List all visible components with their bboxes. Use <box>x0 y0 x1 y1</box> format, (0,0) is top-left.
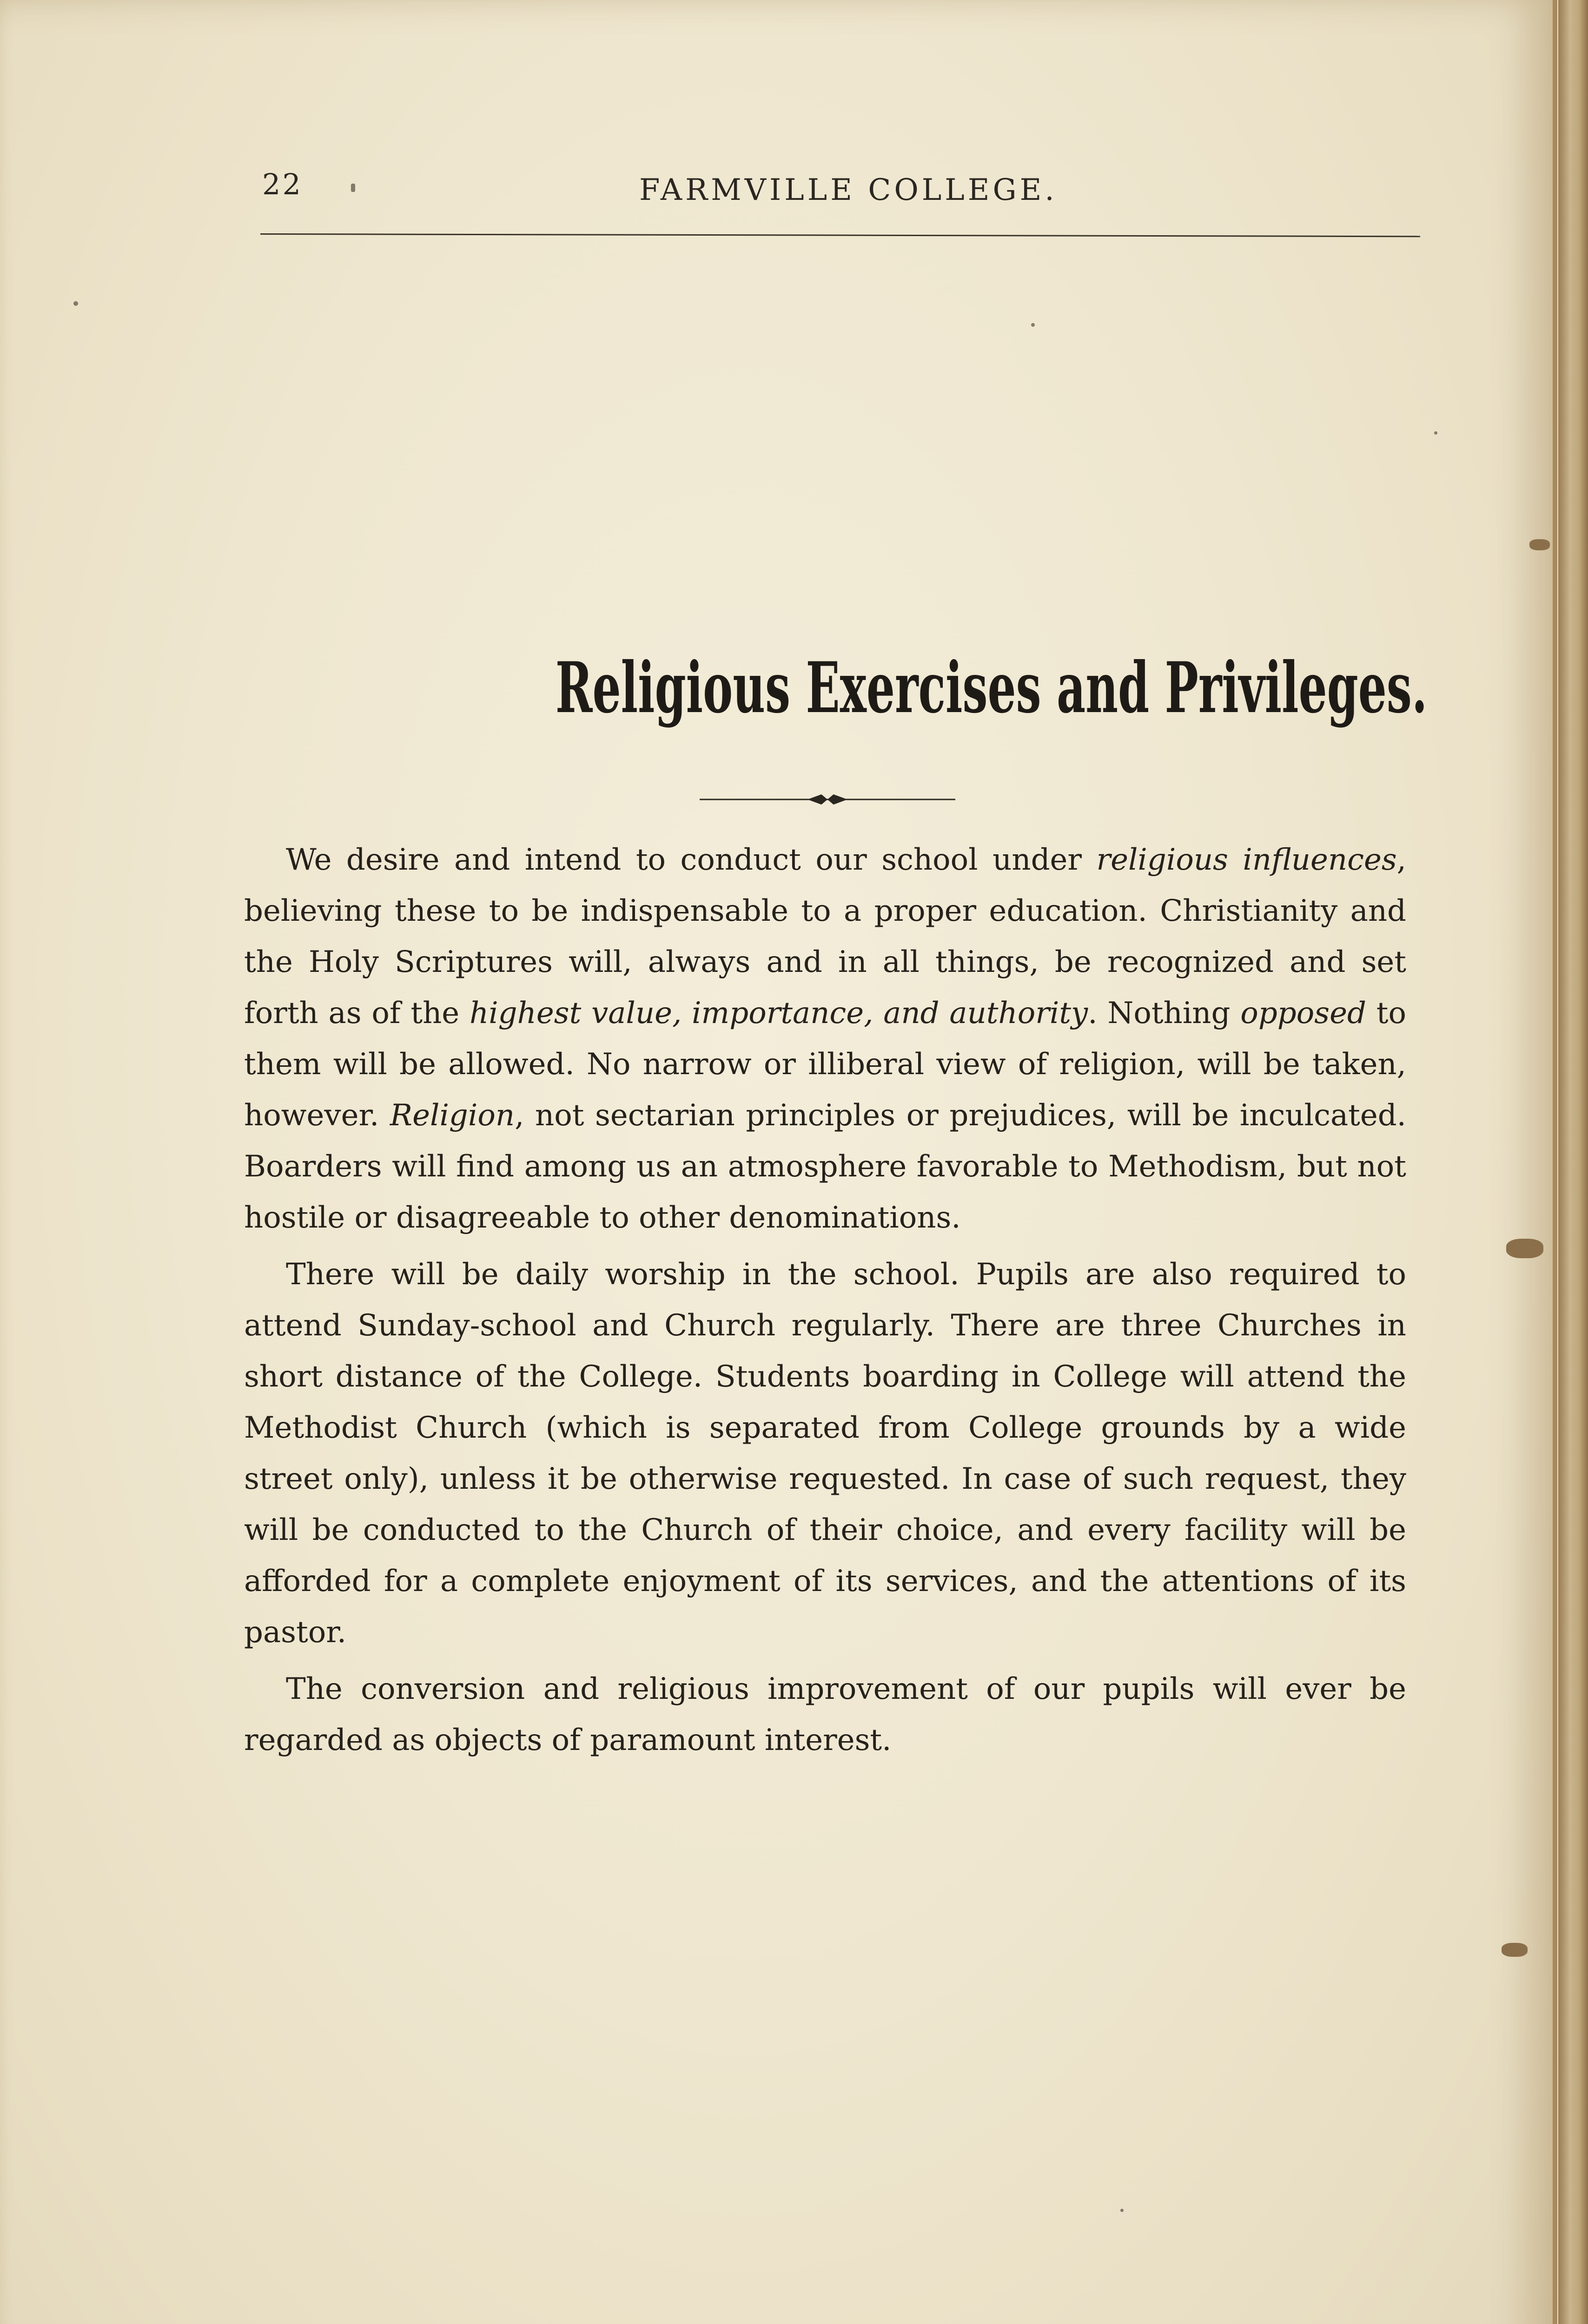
page-number: 22 <box>262 167 303 201</box>
paragraph-1-text: , not sectarian principles or prejudices, will be inculcated. Boarders will find among us an atmosphere favorable to Methodism, but not hostile or disagreeable to other denominations. <box>244 1098 1407 1235</box>
paragraph-1-emphasis: opposed <box>1240 996 1366 1030</box>
paper-speck <box>73 301 78 306</box>
paper-speck <box>351 184 355 192</box>
edge-tear <box>1529 539 1550 550</box>
header-rule <box>260 233 1420 237</box>
edge-tear <box>1506 1239 1543 1258</box>
ornament-divider <box>700 790 955 809</box>
paragraph-religious-influences <box>244 834 1406 1243</box>
paragraph-1-text: , believing these to be indispensable to a proper education. Christianity and the Holy Scriptures will, always and in all things, be recognized and set forth as of the <box>244 843 1406 1030</box>
edge-tear <box>1502 1943 1528 1957</box>
paragraph-1-text: . Nothing <box>1088 996 1241 1030</box>
paragraph-conversion: The conversion and religious improvement of our pupils will ever be regarded as objects of paramount interest. <box>244 1672 1406 1757</box>
paragraph-1-text: to them will be allowed. No narrow or illiberal view of religion, will be taken, however. <box>244 996 1407 1133</box>
paragraph-daily-worship: There will be daily worship in the school. Pupils are also required to attend Sunday-school and Church regularly. There are three Churches in short distance of the College. Students boarding in College will attend the Methodist Church (which is separated from College grounds by a wide street only), unless it be otherwise requested. In case of such request, they will be conducted to the Church of their choice, and every facility will be afforded for a complete enjoyment of its services, and the attentions of its pastor. <box>244 1257 1406 1650</box>
section-title: Religious Exercises and Privileges. <box>555 647 1428 729</box>
paper-speck <box>1120 2209 1124 2212</box>
paragraph-1-emphasis: religious influences <box>1096 843 1397 877</box>
running-title: FARMVILLE COLLEGE. <box>639 173 1058 207</box>
paragraph-1-text: We desire and intend to conduct our school under <box>286 843 1097 877</box>
page-header <box>260 167 1423 218</box>
page-spine <box>1558 0 1588 2324</box>
paragraph-1-emphasis: highest value, importance, and authority <box>469 996 1088 1030</box>
paragraph-1-emphasis: Religion <box>390 1098 515 1133</box>
body-text <box>244 834 1406 1771</box>
paper-speck <box>1434 431 1437 435</box>
paper-speck <box>1031 323 1035 327</box>
